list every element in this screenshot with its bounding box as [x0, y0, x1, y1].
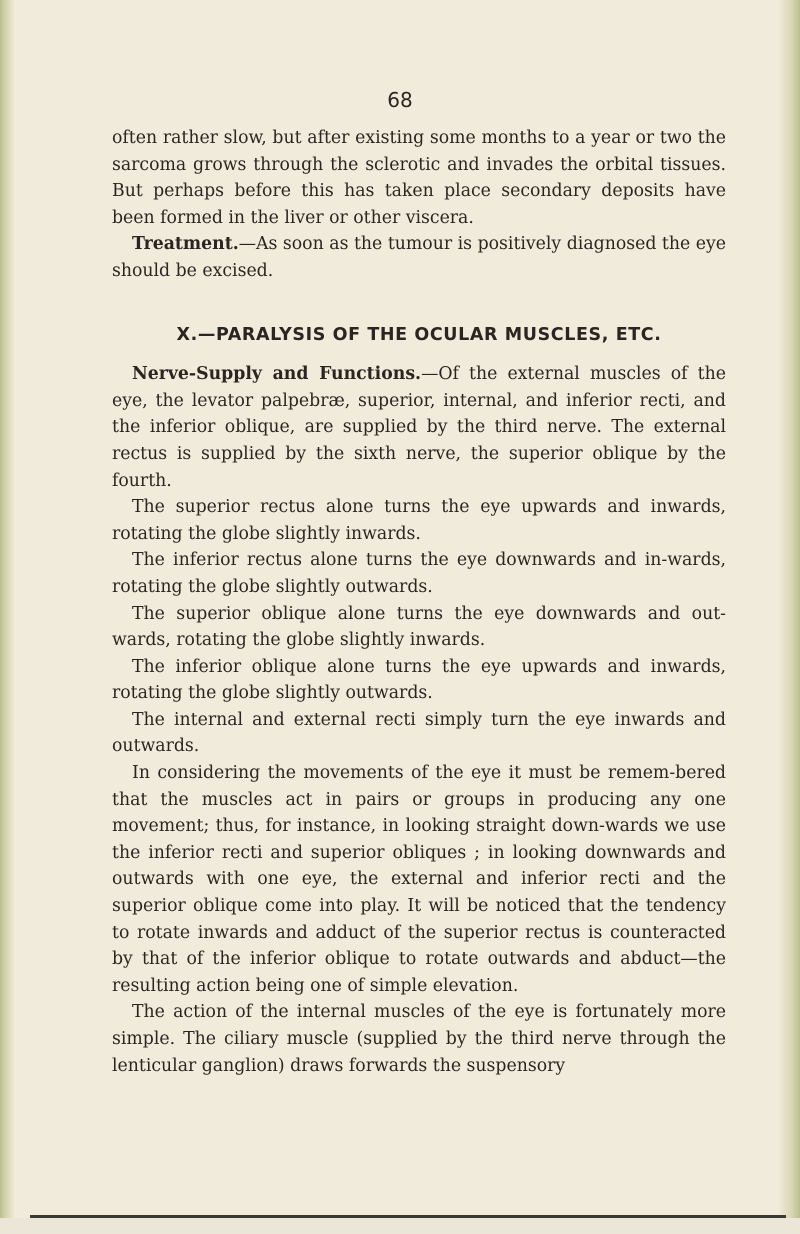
paragraph-internal-muscles: The action of the internal muscles of the eye is fortunately more simple. The ciliary muscle (supplied by the third nerve through the lenticular ganglion) draws forwards the suspensory — [112, 1002, 726, 1076]
page-left-edge — [0, 0, 14, 1234]
paragraph-superior-rectus: The superior rectus alone turns the eye upwards and inwards, rotating the globe slightly inwards. — [112, 497, 726, 544]
nerve-supply-lead: Nerve-Supply and Functions. — [132, 364, 422, 385]
paragraph-inferior-oblique: The inferior oblique alone turns the eye upwards and inwards, rotating the globe slightly outwards. — [112, 656, 726, 704]
page-right-edge — [778, 0, 800, 1234]
nerve-supply-text: —Of the external muscles of the eye, the levator palpebræ, superior, internal, and inferior recti, and the inferior oblique, are supplied by the third nerve. The external rectus is supplied by the sixth nerve, the superior oblique by the fourth. — [112, 364, 726, 491]
treatment-lead: Treatment. — [132, 234, 239, 255]
treatment-text: —As soon as the tumour is positively diagnosed the eye should be excised. — [112, 234, 726, 281]
paragraph-movements: In considering the movements of the eye it must be remem-bered that the muscles act in pairs or groups in producing any one movement; thus, for instance, in looking straight down-wards we use the inferior recti and superior obliques ; in looking downwards and outwards with one eye, the external and inferior recti and the superior oblique come into play. It will be noticed that the tendency to rotate inwards and adduct of the superior rectus is counteracted by that of the inferior oblique to rotate outwards and abduct—the resulting action being one of simple elevation. — [112, 763, 726, 996]
page-body — [112, 125, 726, 1079]
section-heading: X.—PARALYSIS OF THE OCULAR MUSCLES, ETC. — [176, 324, 662, 345]
nerve-supply-paragraph — [112, 361, 726, 494]
treatment-paragraph — [112, 231, 726, 284]
paragraph-superior-oblique: The superior oblique alone turns the eye downwards and out-wards, rotating the globe slightly inwards. — [112, 603, 726, 651]
paragraph-inferior-rectus: The inferior rectus alone turns the eye downwards and in-wards, rotating the globe slightly outwards. — [112, 550, 726, 597]
paragraph-internal-external-recti: The internal and external recti simply turn the eye inwards and outwards. — [112, 709, 726, 757]
continuation-paragraph: often rather slow, but after existing some months to a year or two the sarcoma grows through the sclerotic and invades the orbital tissues. But perhaps before this has taken place secondary deposits have been formed in the liver or other viscera. — [112, 128, 726, 228]
bottom-margin — [0, 1218, 800, 1234]
page-number: 68 — [387, 88, 413, 112]
